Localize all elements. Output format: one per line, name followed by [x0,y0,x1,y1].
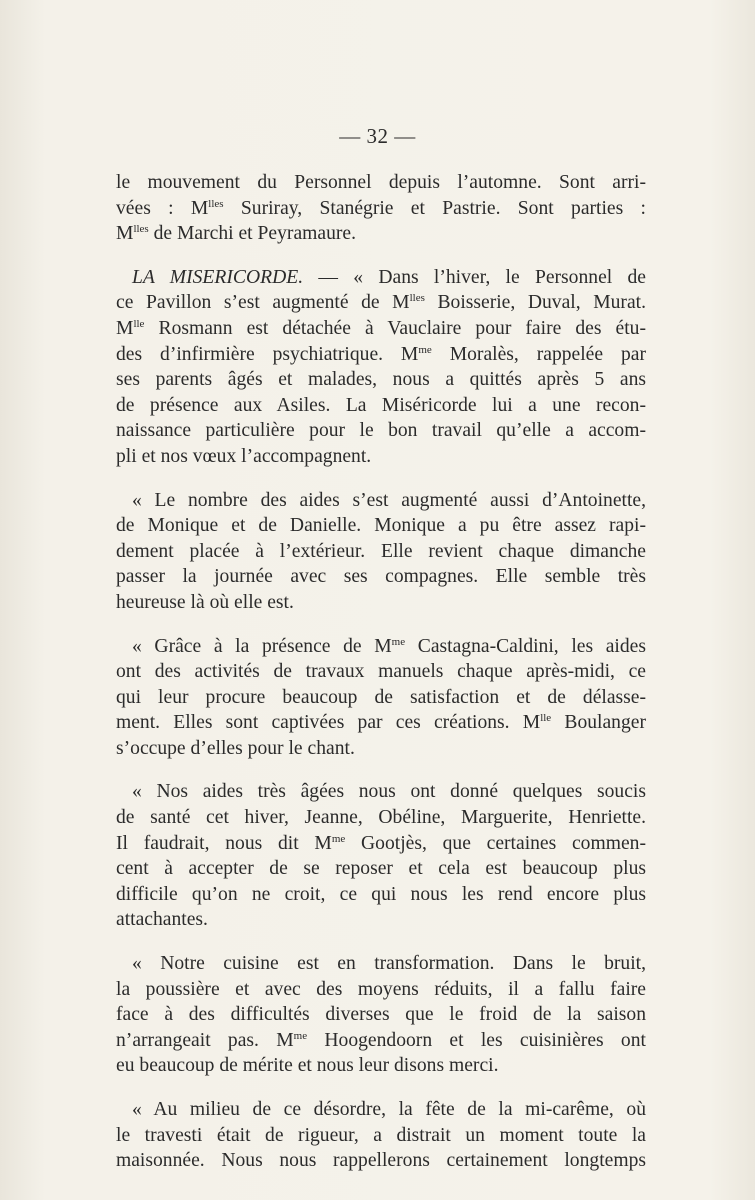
paragraph [116,634,646,762]
section-heading: LA MISERICORDE. [132,266,304,288]
text-line: Il faudrait, nous dit $M^{me}$ Gootjès, que certaines commen- [116,832,646,854]
paragraph [116,779,646,933]
superscript: lles [133,223,149,236]
text-line: ont des activités de travaux manuels chaque après-midi, ce [116,661,646,683]
superscript: me [293,1029,308,1042]
text-line: heureuse là où elle est. [116,591,294,613]
text-line: LA MISERICORDE. — « Dans l’hiver, le Personnel de [132,266,646,288]
text-line: de Monique et de Danielle. Monique a pu être assez rapi- [116,515,646,537]
text-line: face à des difficultés diverses que le froid de la saison [116,1004,646,1026]
text-line: de santé cet hiver, Jeanne, Obéline, Marguerite, Henriette. [116,807,646,829]
page-number: — 32 — [339,124,416,148]
superscript: lle [540,712,552,725]
text-line: dement placée à l’extérieur. Elle revient chaque dimanche [116,540,646,562]
text-line: difficile qu’on ne croit, ce qui nous les rend encore plus [116,883,646,905]
text-line: pli et nos vœux l’accompagnent. [116,445,372,467]
text-line: « Notre cuisine est en transformation. Dans le bruit, [132,953,646,975]
text-line: attachantes. [116,909,208,931]
text-line: $M^{lles}$ de Marchi et Peyramaure. [116,223,356,245]
text-line: naissance particulière pour le bon travail qu’elle a accom- [116,420,646,442]
text-line: $M^{lle}$ Rosmann est détachée à Vauclaire pour faire des étu- [116,317,646,339]
text-line: cent à accepter de se reposer et cela est beaucoup plus [116,858,646,880]
text-line: passer la journée avec ses compagnes. Elle semble très [116,566,646,588]
paragraph [116,951,646,1079]
text-line: le mouvement du Personnel depuis l’automne. Sont arri- [116,172,646,193]
text-line: de présence aux Asiles. La Miséricorde lui a une recon- [116,394,646,416]
text-line: des d’infirmière psychiatrique. $M^{me}$ Moralès, rappelée par [116,343,646,365]
text-line: ses parents âgés et malades, nous a quittés après 5 ans [116,369,646,391]
text-line: ce Pavillon s’est augmenté de $M^{lles}$ Boisserie, Duval, Murat. [116,292,646,314]
paragraph [116,265,646,470]
text-line: la poussière et avec des moyens réduits, il a fallu faire [116,978,646,1000]
text-line: qui leur procure beaucoup de satisfaction et de délasse- [116,686,646,708]
paragraph [116,170,646,247]
text-line: ment. Elles sont captivées par ces créations. $M^{lle}$ Boulanger [116,712,646,734]
body-text [116,170,646,1192]
text-line: n’arrangeait pas. $M^{me}$ Hoogendoorn et les cuisinières ont [116,1029,646,1051]
text-line: vées : $M^{lles}$ Suriray, Stanégrie et Pastrie. Sont parties : [116,197,646,219]
superscript: lles [409,292,425,305]
superscript: lles [208,197,224,210]
text-line: « Au milieu de ce désordre, la fête de la mi-carême, où [132,1099,646,1120]
superscript: me [418,343,432,356]
paragraph [116,1097,646,1174]
text-line: maisonnée. Nous nous rappellerons certainement longtemps [116,1150,646,1172]
text-line: le travesti était de rigueur, a distrait un moment toute la [116,1124,646,1146]
superscript: lle [133,317,145,330]
text-line: « Nos aides très âgées nous ont donné quelques soucis [132,781,646,803]
text-line: « Le nombre des aides s’est augmenté aussi d’Antoinette, [132,489,646,511]
superscript: me [391,635,406,648]
text-line: s’occupe d’elles pour le chant. [116,737,355,759]
text-line: eu beaucoup de mérite et nous leur disons merci. [116,1055,499,1077]
text-line: « Grâce à la présence de $M^{me}$ Castagna-Caldini, les aides [132,635,646,657]
superscript: me [331,832,346,845]
paragraph [116,488,646,616]
